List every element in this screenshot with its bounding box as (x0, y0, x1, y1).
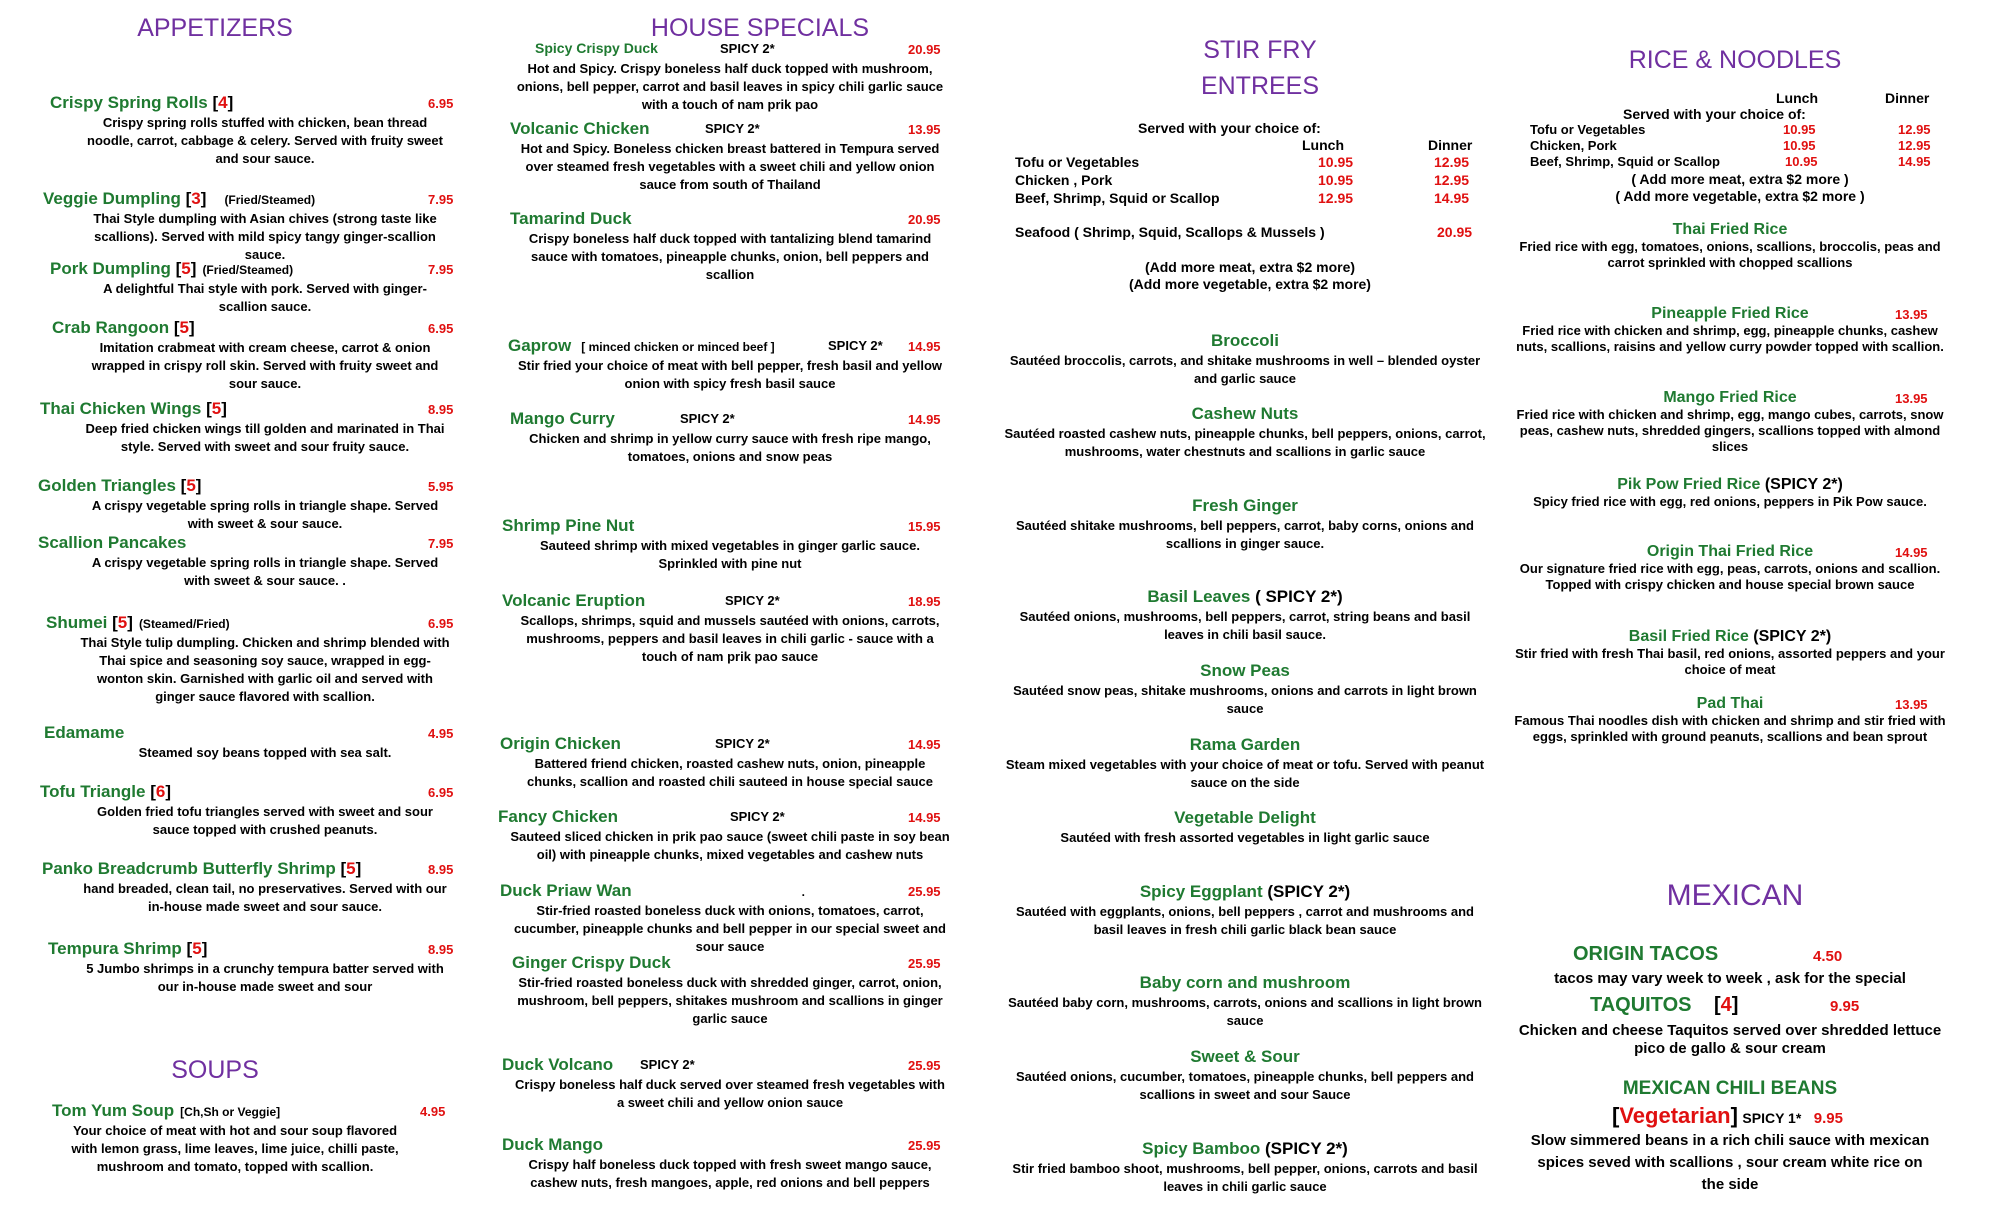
crispy-spring-rolls-bracket-close: ] (227, 93, 234, 112)
fresh-ginger-name: Fresh Ginger (1192, 496, 1298, 515)
volcanic-eruption-desc: Scallops, shrimps, squid and mussels sautéed with onions, carrots, mushrooms, peppers and basil leaves in chili garlic - sauce with a touch of nam prik pao sauce (520, 613, 940, 664)
rice-option-dinner: 12.95 (1898, 138, 1931, 153)
tofu-triangle-price: 6.95 (428, 785, 454, 800)
crispy-spring-rolls-price: 6.95 (428, 96, 454, 111)
thai-fried-rice-name: Thai Fried Rice (1672, 221, 1788, 238)
tempura-shrimp-name: Tempura Shrimp (48, 939, 182, 958)
golden-triangles-bracket-close: ] (195, 476, 202, 495)
mexican-tacos-desc: tacos may vary week to week , ask for the special (1554, 970, 1906, 987)
mexican-beans-desc: Slow simmered beans in a rich chili sauce with mexican spices seved with scallions , sour cream white rice on the side (1530, 1132, 1930, 1193)
stir-option-dinner: 12.95 (1434, 172, 1470, 188)
origin-chicken-price: 14.95 (908, 737, 941, 752)
duck-mango-desc: Crispy half boneless duck topped with fresh sweet mango sauce, cashew nuts, fresh mangoes, apple, red onions and bell peppers (528, 1157, 932, 1190)
veggie-dumpling-desc: Thai Style dumpling with Asian chives (strong taste like scallions). Served with mild spicy tangy ginger-scallion sauce. (93, 211, 437, 262)
pik-pow-fried-rice-title (1510, 474, 1950, 495)
scallion-pancakes-name: Scallion Pancakes (38, 533, 187, 552)
stir-fry-seafood-price: 20.95 (1437, 224, 1473, 240)
pik-pow-fried-rice-name: Pik Pow Fried Rice (1617, 476, 1761, 493)
veggie-dumpling-name: Veggie Dumpling (43, 189, 181, 208)
veggie-dumpling-bracket: [ (180, 189, 192, 208)
tom-yum-soup-title (52, 1100, 280, 1123)
tofu-triangle-desc: Golden fried tofu triangles served with sweet and sour sauce topped with crushed peanuts. (97, 804, 433, 837)
rice-add-vegetable: ( Add more vegetable, extra $2 more ) (1615, 188, 1865, 204)
pork-dumpling-title (50, 258, 293, 281)
shrimp-pine-nut-desc: Sauteed shrimp with mixed vegetables in ginger garlic sauce. Sprinkled with pine nut (539, 538, 920, 571)
panko-breadcrumb-butterfly-shrimp-name: Panko Breadcrumb Butterfly Shrimp (42, 859, 336, 878)
spicy-crispy-duck-desc: Hot and Spicy. Crispy boneless half duck topped with mushroom, onions, bell pepper, carrot and basil leaves in spicy chili garlic sauce with a touch of nam prik pao (516, 61, 944, 112)
mango-curry-title (510, 408, 615, 429)
crab-rangoon-price: 6.95 (428, 321, 454, 336)
stir-fry-seafood-label: Seafood ( Shrimp, Squid, Scallops & Mussels ) (1015, 224, 1325, 240)
scallion-pancakes-price: 7.95 (428, 536, 454, 551)
stir-fry-lunch-label: Lunch (1302, 137, 1344, 153)
pik-pow-fried-rice-spicy: (SPICY 2*) (1760, 476, 1843, 493)
basil-fried-rice-name: Basil Fried Rice (1628, 628, 1749, 645)
stir-option-label: Beef, Shrimp, Squid or Scallop (1015, 190, 1220, 206)
fancy-chicken-title (498, 806, 618, 827)
mango-fried-rice-name: Mango Fried Rice (1663, 389, 1797, 406)
mexican-header: MEXICAN (1666, 879, 1804, 912)
house-specials-header: HOUSE SPECIALS (650, 14, 870, 42)
pineapple-fried-rice-name: Pineapple Fried Rice (1651, 305, 1809, 322)
spicy-bamboo-desc: Stir fried bamboo shoot, mushrooms, bell pepper, onions, carrots and basil leaves in chili garlic sauce (1012, 1161, 1478, 1194)
golden-triangles-desc: A crispy vegetable spring rolls in triangle shape. Served with sweet & sour sauce. (91, 498, 439, 531)
rice-option-lunch: 10.95 (1783, 122, 1816, 137)
pad-thai-price: 13.95 (1895, 697, 1928, 712)
basil-leaves-name: Basil Leaves (1147, 587, 1251, 606)
rice-option-label: Tofu or Vegetables (1530, 122, 1646, 137)
panko-breadcrumb-butterfly-shrimp-title (42, 858, 361, 879)
cashew-nuts-title (1000, 403, 1490, 424)
snow-peas-desc: Sautéed snow peas, shitake mushrooms, onions and carrots in light brown sauce (1013, 683, 1477, 716)
appetizers-header: APPETIZERS (137, 14, 293, 42)
rice-option-label: Chicken, Pork (1530, 138, 1617, 153)
basil-fried-rice-title (1510, 626, 1950, 647)
gaprow-name: Gaprow (508, 336, 572, 355)
snow-peas-name: Snow Peas (1200, 661, 1290, 680)
edamame-desc: Steamed soy beans topped with sea salt. (138, 745, 392, 760)
pineapple-fried-rice-price: 13.95 (1895, 307, 1928, 322)
stir-option-lunch: 10.95 (1318, 172, 1354, 188)
duck-volcano-title (502, 1054, 613, 1075)
fresh-ginger-desc: Sautéed shitake mushrooms, bell peppers, carrot, baby corns, onions and scallions in ginger sauce. (1015, 518, 1474, 551)
shumei-count: 5 (117, 613, 128, 632)
rice-option-lunch: 10.95 (1783, 138, 1816, 153)
volcanic-eruption-spicy: SPICY 2* (725, 593, 780, 608)
cashew-nuts-desc: Sautéed roasted cashew nuts, pineapple chunks, bell peppers, onions, carrot, mushrooms, water chestnuts and scallions in garlic sauce (1004, 426, 1486, 459)
gaprow-desc: Stir fried your choice of meat with bell pepper, fresh basil and yellow onion with spicy fresh basil sauce (517, 358, 943, 391)
thai-chicken-wings-desc: Deep fried chicken wings till golden and marinated in Thai style. Served with sweet and sour fruity sauce. (85, 421, 445, 454)
shumei-bracket-close: ] (127, 613, 133, 632)
origin-chicken-name: Origin Chicken (500, 734, 621, 753)
ginger-crispy-duck-desc: Stir-fried roasted boneless duck with shredded ginger, carrot, onion, mushroom, bell peppers, shitakes mushroom and scallions in ginger garlic sauce (517, 975, 943, 1026)
fancy-chicken-name: Fancy Chicken (498, 807, 618, 826)
mexican-beans-vegetarian: Vegetarian (1619, 1103, 1731, 1128)
rice-dinner-label: Dinner (1885, 90, 1930, 106)
crab-rangoon-name: Crab Rangoon (52, 318, 170, 337)
pork-dumpling-note: (Fried/Steamed) (202, 263, 294, 277)
basil-leaves-spicy: ( SPICY 2*) (1250, 587, 1343, 606)
shrimp-pine-nut-name: Shrimp Pine Nut (502, 516, 635, 535)
tamarind-duck-price: 20.95 (908, 212, 941, 227)
pad-thai-title (1510, 693, 1950, 714)
stir-fry-header-line2: ENTREES (1200, 72, 1320, 100)
pineapple-fried-rice-title (1510, 303, 1950, 324)
crispy-spring-rolls-title (50, 92, 233, 113)
veggie-dumpling-count: 3 (191, 189, 201, 208)
rice-option-dinner: 12.95 (1898, 122, 1931, 137)
shumei-bracket: [ (107, 613, 118, 632)
tofu-triangle-bracket-close: ] (165, 782, 171, 801)
crab-rangoon-title (52, 317, 195, 338)
pork-dumpling-bracket: [ (170, 259, 182, 278)
spicy-crispy-duck-name: Spicy Crispy Duck (535, 40, 658, 56)
stir-fry-add-vegetable: (Add more vegetable, extra $2 more) (1129, 276, 1371, 292)
pork-dumpling-bracket-close: ] (190, 259, 197, 278)
mango-curry-desc: Chicken and shrimp in yellow curry sauce with fresh ripe mango, tomatoes, onions and snow peas (529, 431, 931, 464)
basil-fried-rice-spicy: (SPICY 2*) (1748, 628, 1832, 645)
vegetable-delight-title (1000, 807, 1490, 828)
duck-priaw-wan-title (500, 880, 805, 903)
sweet-sour-name: Sweet & Sour (1190, 1047, 1300, 1066)
pork-dumpling-price: 7.95 (428, 262, 454, 277)
mexican-taquitos-name: TAQUITOS (1590, 994, 1692, 1016)
golden-triangles-bracket: [ (175, 476, 187, 495)
tom-yum-soup-name: Tom Yum Soup (52, 1101, 175, 1120)
basil-leaves-desc: Sautéed onions, mushrooms, bell peppers, carrot, string beans and basil leaves in chili basil sauce. (1019, 609, 1471, 642)
veggie-dumpling-note: (Fried/Steamed) (224, 193, 316, 207)
volcanic-chicken-desc: Hot and Spicy. Boneless chicken breast battered in Tempura served over steamed fresh vegetables with a sweet chili and yellow onion sauce from south of Thailand (520, 141, 940, 192)
rice-served-with: Served with your choice of: (1623, 106, 1806, 122)
veggie-dumpling-bracket-close: ] (200, 189, 207, 208)
shumei-note: (Steamed/Fried) (138, 617, 230, 631)
pik-pow-fried-rice-desc: Spicy fried rice with egg, red onions, peppers in Pik Pow sauce. (1533, 494, 1927, 509)
ginger-crispy-duck-price: 25.95 (908, 956, 941, 971)
pad-thai-desc: Famous Thai noodles dish with chicken and shrimp and stir fried with eggs, sprinkled with ground peanuts, scallions and bean sprout (1514, 713, 1946, 744)
spicy-eggplant-spicy: (SPICY 2*) (1262, 882, 1351, 901)
crispy-spring-rolls-name: Crispy Spring Rolls (50, 93, 208, 112)
duck-volcano-name: Duck Volcano (502, 1055, 614, 1074)
thai-fried-rice-title (1510, 219, 1950, 240)
crispy-spring-rolls-bracket: [ (207, 93, 219, 112)
duck-volcano-spicy: SPICY 2* (640, 1057, 695, 1072)
veggie-dumpling-price: 7.95 (428, 192, 454, 207)
tempura-shrimp-title (48, 938, 207, 959)
stir-option-dinner: 14.95 (1434, 190, 1470, 206)
golden-triangles-title (38, 475, 201, 496)
baby-corn-and-mushroom-desc: Sautéed baby corn, mushrooms, carrots, onions and scallions in light brown sauce (1008, 995, 1482, 1028)
spicy-bamboo-spicy: (SPICY 2*) (1260, 1139, 1348, 1158)
spicy-crispy-duck-price: 20.95 (908, 42, 941, 57)
edamame-name: Edamame (44, 723, 125, 742)
gaprow-price: 14.95 (908, 339, 941, 354)
duck-mango-price: 25.95 (908, 1138, 941, 1153)
tempura-shrimp-count: 5 (192, 939, 202, 958)
spicy-bamboo-name: Spicy Bamboo (1142, 1139, 1261, 1158)
duck-priaw-wan-note: . (801, 885, 805, 899)
mexican-beans-spicy: SPICY 1* (1742, 1110, 1802, 1126)
duck-priaw-wan-desc: Stir-fried roasted boneless duck with onions, tomatoes, carrot, cucumber, pineapple chunks and bell pepper in our special sweet and sour sauce (513, 903, 946, 954)
sweet-sour-title (1000, 1046, 1490, 1067)
duck-mango-name: Duck Mango (502, 1135, 604, 1154)
pineapple-fried-rice-desc: Fried rice with chicken and shrimp, egg, pineapple chunks, cashew nuts, scallions, raisins and yellow curry powder topped with scallion. (1516, 323, 1944, 354)
shrimp-pine-nut-title (502, 515, 634, 536)
thai-chicken-wings-title (40, 398, 227, 419)
rama-garden-desc: Steam mixed vegetables with your choice of meat or tofu. Served with peanut sauce on the side (1005, 757, 1485, 790)
panko-breadcrumb-butterfly-shrimp-bracket-close: ] (355, 859, 362, 878)
mexican-taquitos-price: 9.95 (1830, 998, 1860, 1015)
tamarind-duck-title (510, 208, 632, 229)
pad-thai-name: Pad Thai (1696, 695, 1764, 712)
pork-dumpling-count: 5 (181, 259, 191, 278)
shrimp-pine-nut-price: 15.95 (908, 519, 941, 534)
mango-fried-rice-desc: Fried rice with chicken and shrimp, egg, mango cubes, carrots, snow peas, cashew nuts, shredded gingers, scallions topped with almond slices (1516, 407, 1944, 454)
rama-garden-name: Rama Garden (1189, 735, 1301, 754)
thai-fried-rice-desc: Fried rice with egg, tomatoes, onions, scallions, broccolis, peas and carrot sprinkled with chopped scallions (1519, 239, 1941, 270)
origin-thai-fried-rice-title (1510, 541, 1950, 562)
ginger-crispy-duck-title (512, 952, 671, 973)
vegetable-delight-desc: Sautéed with fresh assorted vegetables in light garlic sauce (1060, 830, 1430, 845)
volcanic-eruption-price: 18.95 (908, 594, 941, 609)
tom-yum-soup-price: 4.95 (420, 1104, 446, 1119)
pork-dumpling-name: Pork Dumpling (50, 259, 171, 278)
baby-corn-and-mushroom-title (1000, 972, 1490, 993)
volcanic-chicken-spicy: SPICY 2* (705, 121, 760, 136)
shumei-price: 6.95 (428, 616, 454, 631)
fancy-chicken-desc: Sauteed sliced chicken in prik pao sauce (sweet chili paste in soy bean oil) with pineapple chunks, mixed vegetables and cashew nuts (510, 829, 950, 862)
spicy-crispy-duck-title (535, 38, 658, 59)
spicy-crispy-duck-spicy: SPICY 2* (720, 41, 775, 56)
thai-chicken-wings-price: 8.95 (428, 402, 454, 417)
basil-leaves-title (1000, 586, 1490, 607)
sweet-sour-desc: Sautéed onions, cucumber, tomatoes, pineapple chunks, bell peppers and scallions in sweet and sour Sauce (1016, 1069, 1474, 1102)
mexican-taquitos-desc1: Chicken and cheese Taquitos served over shredded lettuce (1518, 1022, 1942, 1039)
panko-breadcrumb-butterfly-shrimp-price: 8.95 (428, 862, 454, 877)
scallion-pancakes-desc: A crispy vegetable spring rolls in triangle shape. Served with sweet & sour sauce. . (91, 555, 439, 588)
shumei-desc: Thai Style tulip dumpling. Chicken and shrimp blended with Thai spice and seasoning soy sauce, wrapped in egg-wonton skin. Garnished with garlic oil and served with ginger sauce flavored with scallion. (80, 635, 450, 704)
origin-chicken-title (500, 733, 621, 754)
rice-option-lunch: 10.95 (1785, 154, 1818, 169)
volcanic-eruption-name: Volcanic Eruption (502, 591, 646, 610)
tofu-triangle-bracket: [ (145, 782, 156, 801)
fresh-ginger-title (1000, 495, 1490, 516)
tempura-shrimp-desc: 5 Jumbo shrimps in a crunchy tempura batter served with our in-house made sweet and sour (86, 961, 444, 994)
tom-yum-soup-desc: Your choice of meat with hot and sour soup flavored with lemon grass, lime leaves, lime juice, chilli paste, mushroom and tomato, topped with scallion. (71, 1123, 399, 1174)
baby-corn-and-mushroom-name: Baby corn and mushroom (1139, 973, 1351, 992)
crab-rangoon-bracket: [ (169, 318, 180, 337)
mango-curry-spicy: SPICY 2* (680, 411, 735, 426)
duck-mango-title (502, 1134, 603, 1155)
volcanic-chicken-title (510, 118, 650, 139)
tofu-triangle-title (40, 781, 171, 802)
volcanic-eruption-title (502, 590, 645, 611)
gaprow-title (508, 335, 775, 358)
thai-chicken-wings-name: Thai Chicken Wings (40, 399, 202, 418)
mexican-tacos-name: ORIGIN TACOS (1573, 943, 1719, 965)
rama-garden-title (1000, 734, 1490, 755)
cashew-nuts-name: Cashew Nuts (1191, 404, 1299, 423)
soups-header: SOUPS (171, 1056, 259, 1084)
thai-chicken-wings-count: 5 (211, 399, 222, 418)
duck-volcano-price: 25.95 (908, 1058, 941, 1073)
pork-dumpling-desc: A delightful Thai style with pork. Served with ginger-scallion sauce. (103, 281, 427, 314)
origin-thai-fried-rice-name: Origin Thai Fried Rice (1646, 543, 1814, 560)
stir-fry-header-line1: STIR FRY (1203, 36, 1317, 64)
stir-option-lunch: 10.95 (1318, 154, 1354, 170)
volcanic-chicken-name: Volcanic Chicken (510, 119, 650, 138)
origin-thai-fried-rice-desc: Our signature fried rice with egg, peas, carrots, onions and scallion. Topped with crispy chicken and house special brown sauce (1519, 561, 1941, 592)
crispy-spring-rolls-count: 4 (218, 93, 228, 112)
vegetable-delight-name: Vegetable Delight (1174, 808, 1316, 827)
mexican-tacos-price: 4.50 (1813, 948, 1843, 965)
spicy-eggplant-title (1000, 881, 1490, 902)
tofu-triangle-name: Tofu Triangle (40, 782, 146, 801)
mango-fried-rice-price: 13.95 (1895, 391, 1928, 406)
tempura-shrimp-price: 8.95 (428, 942, 454, 957)
mexican-taquitos-title: TAQUITOS [4] (1590, 994, 1739, 1016)
duck-volcano-desc: Crispy boneless half duck served over steamed fresh vegetables with a sweet chili and yellow onion sauce (515, 1077, 945, 1110)
shumei-name: Shumei (46, 613, 108, 632)
mango-curry-price: 14.95 (908, 412, 941, 427)
tom-yum-soup-note: [Ch,Sh or Veggie] (180, 1105, 281, 1119)
panko-breadcrumb-butterfly-shrimp-bracket: [ (335, 859, 347, 878)
panko-breadcrumb-butterfly-shrimp-desc: hand breaded, clean tail, no preservatives. Served with our in-house made sweet and sour sauce. (83, 881, 447, 914)
ginger-crispy-duck-name: Ginger Crispy Duck (512, 953, 671, 972)
panko-breadcrumb-butterfly-shrimp-count: 5 (346, 859, 356, 878)
rice-lunch-label: Lunch (1776, 90, 1818, 106)
stir-option-dinner: 12.95 (1434, 154, 1470, 170)
veggie-dumpling-title (43, 188, 315, 211)
origin-chicken-spicy: SPICY 2* (715, 736, 770, 751)
fancy-chicken-spicy: SPICY 2* (730, 809, 785, 824)
origin-thai-fried-rice-price: 14.95 (1895, 545, 1928, 560)
rice-add-meat: ( Add more meat, extra $2 more ) (1631, 171, 1849, 187)
crispy-spring-rolls-desc: Crispy spring rolls stuffed with chicken, bean thread noodle, carrot, cabbage & celery. Served with fruity sweet and sour sauce. (87, 115, 443, 166)
crab-rangoon-desc: Imitation crabmeat with cream cheese, carrot & onion wrapped in crispy roll skin. Served with fruity sweet and sour sauce. (91, 340, 439, 391)
edamame-price: 4.95 (428, 726, 454, 741)
basil-fried-rice-desc: Stir fried with fresh Thai basil, red onions, assorted peppers and your choice of meat (1515, 646, 1945, 677)
tamarind-duck-desc: Crispy boneless half duck topped with tantalizing blend tamarind sauce with tomatoes, pineapple chunks, onion, bell peppers and scallion (528, 231, 932, 282)
stir-fry-served-with: Served with your choice of: (1138, 120, 1321, 136)
spicy-eggplant-desc: Sautéed with eggplants, onions, bell peppers , carrot and mushrooms and basil leaves in fresh chili garlic black bean sauce (1016, 904, 1474, 937)
thai-chicken-wings-bracket-close: ] (221, 399, 227, 418)
stir-option-lunch: 12.95 (1318, 190, 1354, 206)
snow-peas-title (1000, 660, 1490, 681)
duck-priaw-wan-price: 25.95 (908, 884, 941, 899)
scallion-pancakes-title (38, 532, 186, 553)
tamarind-duck-name: Tamarind Duck (510, 209, 632, 228)
mexican-taquitos-count: 4 (1720, 994, 1732, 1016)
fancy-chicken-price: 14.95 (908, 810, 941, 825)
tempura-shrimp-bracket: [ (181, 939, 193, 958)
spicy-bamboo-title (1000, 1138, 1490, 1159)
shumei-title (46, 612, 230, 635)
gaprow-spicy: SPICY 2* (828, 338, 883, 353)
origin-chicken-desc: Battered friend chicken, roasted cashew nuts, onion, pineapple chunks, scallion and roasted chili sauteed in house special sauce (526, 756, 934, 789)
crab-rangoon-count: 5 (179, 318, 189, 337)
volcanic-chicken-price: 13.95 (908, 122, 941, 137)
mexican-beans-line: [Vegetarian] SPICY 1* 9.95 (1612, 1103, 1843, 1128)
broccoli-name: Broccoli (1210, 331, 1280, 350)
tempura-shrimp-bracket-close: ] (201, 939, 208, 958)
golden-triangles-count: 5 (186, 476, 196, 495)
tofu-triangle-count: 6 (155, 782, 166, 801)
broccoli-desc: Sautéed broccolis, carrots, and shitake mushrooms in well – blended oyster and garlic sauce (1009, 353, 1481, 386)
thai-chicken-wings-bracket: [ (201, 399, 212, 418)
stir-option-label: Tofu or Vegetables (1015, 154, 1140, 170)
edamame-title (44, 722, 124, 743)
broccoli-title (1000, 330, 1490, 351)
rice-option-label: Beef, Shrimp, Squid or Scallop (1530, 154, 1720, 169)
gaprow-note: [ minced chicken or minced beef ] (581, 340, 775, 354)
stir-option-label: Chicken , Pork (1015, 172, 1113, 188)
mexican-beans-price: 9.95 (1813, 1110, 1843, 1127)
rice-option-dinner: 14.95 (1898, 154, 1931, 169)
mango-fried-rice-title (1510, 387, 1950, 408)
golden-triangles-price: 5.95 (428, 479, 454, 494)
stir-fry-add-meat: (Add more meat, extra $2 more) (1144, 259, 1356, 275)
spicy-eggplant-name: Spicy Eggplant (1139, 882, 1263, 901)
duck-priaw-wan-name: Duck Priaw Wan (500, 881, 632, 900)
mexican-taquitos-desc2: pico de gallo & sour cream (1634, 1040, 1826, 1057)
rice-noodles-header: RICE & NOODLES (1628, 46, 1842, 74)
mango-curry-name: Mango Curry (510, 409, 615, 428)
golden-triangles-name: Golden Triangles (38, 476, 176, 495)
crab-rangoon-bracket-close: ] (188, 318, 195, 337)
stir-fry-dinner-label: Dinner (1428, 137, 1473, 153)
mexican-beans-name: MEXICAN CHILI BEANS (1622, 1078, 1838, 1099)
